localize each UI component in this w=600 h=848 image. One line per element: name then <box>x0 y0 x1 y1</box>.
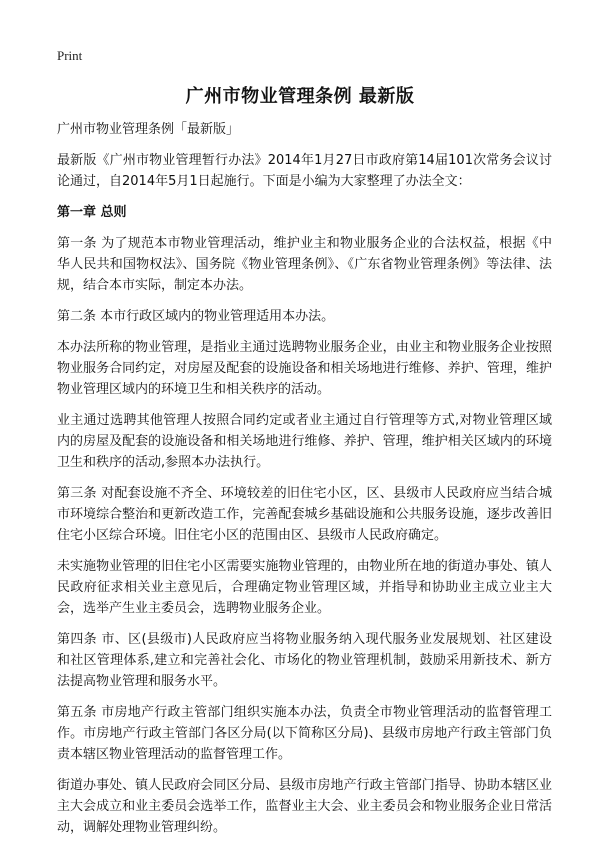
document-body <box>57 119 552 848</box>
old-residential-paragraph: 未实施物业管理的旧住宅小区需要实施物业管理的，由物业所在地的街道办事处、镇人民政府征求相关业主意见后，合理确定物业管理区域，并指导和协助业主成立业主大会，选举产生业主委员会，选聘物业服务企业。 <box>57 559 552 616</box>
article-2-paragraph: 第二条 本市行政区域内的物业管理适用本办法。 <box>57 309 335 324</box>
article-1-paragraph: 第一条 为了规范本市物业管理活动，维护业主和物业服务企业的合法权益，根据《中华人民共和国物权法》、国务院《物业管理条例》、《广东省物业管理条例》等法律、法规，结合本市实际，制定本办法。 <box>57 236 552 293</box>
article-5-paragraph: 第五条 市房地产行政主管部门组织实施本办法，负责全市物业管理活动的监督管理工作。市房地产行政主管部门各区分局(以下简称区分局)、县级市房地产行政主管部门负责本辖区物业管理活动的监督管理工作。 <box>57 705 552 762</box>
intro-paragraph: 最新版《广州市物业管理暂行办法》2014年1月27日市政府第14届101次常务会议讨论通过，自2014年5月1日起施行。下面是小编为大家整理了办法全文： <box>57 153 552 189</box>
street-office-paragraph: 街道办事处、镇人民政府会同区分局、县级市房地产行政主管部门指导、协助本辖区业主大会成立和业主委员会选举工作，监督业主大会、业主委员会和物业服务企业日常活动，调解处理物业管理纠纷。 <box>57 778 552 835</box>
document-subtitle: 广州市物业管理条例「最新版」 <box>57 122 240 137</box>
property-management-definition-paragraph: 本办法所称的物业管理，是指业主通过选聘物业服务企业，由业主和物业服务企业按照物业服务合同约定，对房屋及配套的设施设备和相关场地进行维修、养护、管理，维护物业管理区域内的环境卫生和相关秩序的活动。 <box>57 340 552 397</box>
print-label[interactable]: Print <box>57 48 83 63</box>
self-management-paragraph: 业主通过选聘其他管理人按照合同约定或者业主通过自行管理等方式,对物业管理区域内的房屋及配套的设施设备和相关场地进行维修、养护、管理，维护相关区域内的环境卫生和秩序的活动,参照本办法执行。 <box>57 413 552 470</box>
article-3-paragraph: 第三条 对配套设施不齐全、环境较差的旧住宅小区，区、县级市人民政府应当结合城市环境综合整治和更新改造工作，完善配套城乡基础设施和公共服务设施，逐步改善旧住宅小区综合环境。旧住宅小区的范围由区、县级市人民政府确定。 <box>57 486 552 543</box>
chapter-heading: 第一章 总则 <box>57 205 127 220</box>
article-4-paragraph: 第四条 市、区(县级市)人民政府应当将物业服务纳入现代服务业发展规划、社区建设和社区管理体系,建立和完善社会化、市场化的物业管理机制，鼓励采用新技术、新方法提高物业管理和服务水平。 <box>57 632 552 689</box>
document-title: 广州市物业管理条例 最新版 <box>185 86 415 107</box>
